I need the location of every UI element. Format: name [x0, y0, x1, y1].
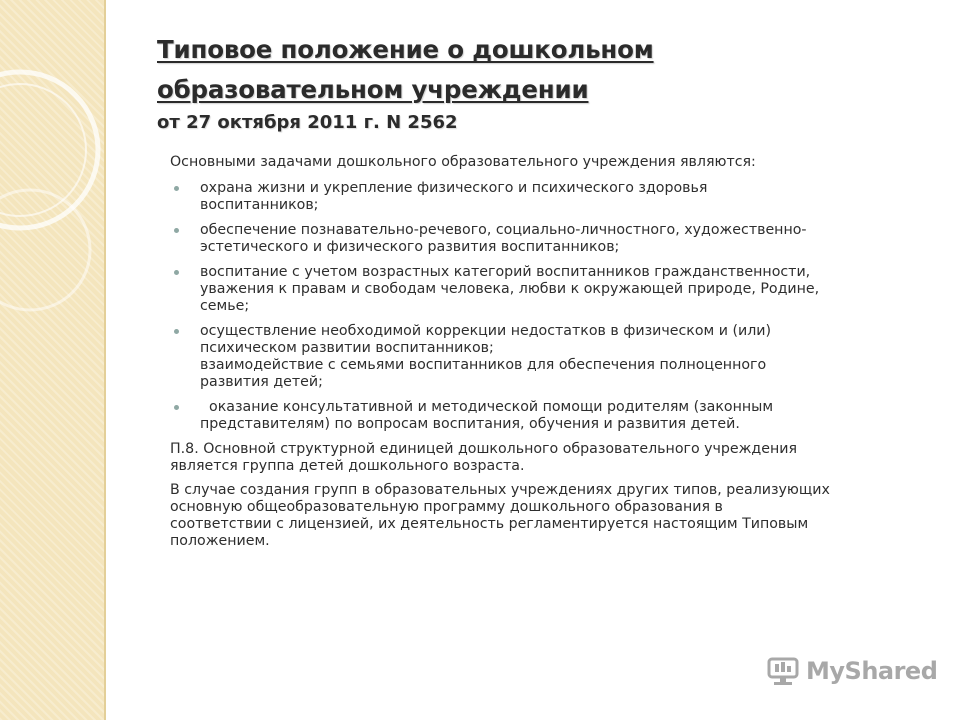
paragraph — [170, 482, 930, 550]
sidebar-edge — [104, 0, 106, 720]
paragraph-line: основную общеобразовательную программу дошкольного образования в — [170, 499, 723, 515]
list-item — [170, 222, 930, 256]
list-item-line: воспитанников; — [200, 197, 319, 213]
list-item-line: осуществление необходимой коррекции недостатков в физическом и (или) — [200, 323, 772, 339]
list-item — [170, 399, 930, 433]
list-item-line: охрана жизни и укрепление физического и психического здоровья — [200, 180, 708, 196]
list-item-line: эстетического и физического развития воспитанников; — [200, 239, 620, 255]
bullet-icon — [174, 186, 179, 191]
list-item — [170, 264, 930, 315]
page-title-line-1: Типовое положение о дошкольном — [157, 35, 654, 64]
paragraph-line: В случае создания групп в образовательных учреждениях других типов, реализующих — [170, 482, 830, 498]
bullet-icon — [174, 228, 179, 233]
decorative-sidebar — [0, 0, 106, 720]
paragraph-line: положением. — [170, 533, 270, 549]
paragraph — [170, 441, 930, 475]
page-title-line-2: образовательном учреждении — [157, 75, 589, 104]
paragraph-line: является группа детей дошкольного возраста. — [170, 458, 525, 474]
intro-text: Основными задачами дошкольного образовательного учреждения являются: — [170, 154, 756, 170]
list-item-line: уважения к правам и свободам человека, любви к окружающей природе, Родине, — [200, 281, 820, 297]
myshared-logo-icon — [766, 655, 800, 687]
list-item-line: оказание консультативной и методической помощи родителям (законным — [200, 399, 774, 415]
bullet-icon — [174, 405, 179, 410]
list-item-line: представителям) по вопросам воспитания, обучения и развития детей. — [200, 416, 740, 432]
watermark-text: MyShared — [806, 657, 938, 685]
list-item — [170, 323, 930, 391]
paragraph-line: соответствии с лицензией, их деятельность регламентируется настоящим Типовым — [170, 516, 809, 532]
list-item-line: воспитание с учетом возрастных категорий воспитанников гражданственности, — [200, 264, 811, 280]
list-item-line: обеспечение познавательно-речевого, социально-личностного, художественно- — [200, 222, 807, 238]
list-item-line: взаимодействие с семьями воспитанников для обеспечения полноценного — [200, 357, 767, 373]
sidebar-circles-decoration — [0, 0, 106, 720]
watermark — [766, 655, 937, 687]
bullet-icon — [174, 329, 179, 334]
bullet-icon — [174, 270, 179, 275]
list-item-line: развития детей; — [200, 374, 323, 390]
list-item-line: семье; — [200, 298, 250, 314]
list-item-line: психическом развитии воспитанников; — [200, 340, 494, 356]
paragraph-line: П.8. Основной структурной единицей дошкольного образовательного учреждения — [170, 441, 798, 457]
list-item — [170, 180, 930, 214]
main-content — [170, 154, 930, 557]
page-subtitle: от 27 октября 2011 г. N 2562 — [157, 112, 458, 133]
title-block — [157, 30, 877, 136]
